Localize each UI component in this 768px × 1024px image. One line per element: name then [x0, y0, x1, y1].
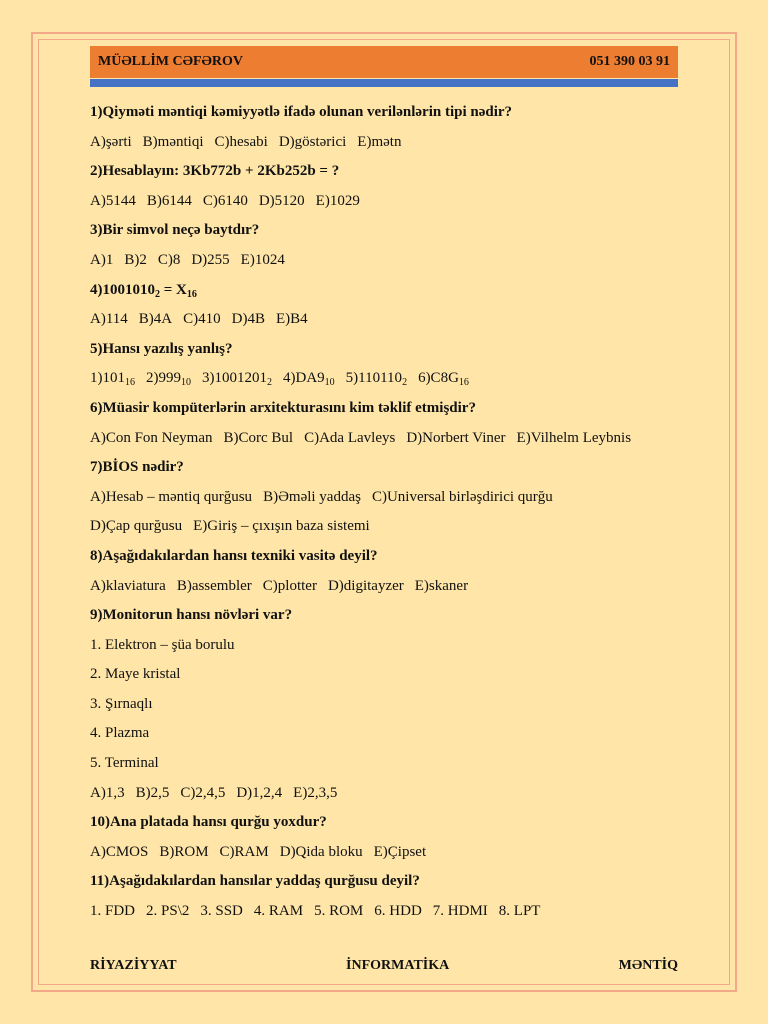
option: E)1029 — [315, 192, 360, 209]
option: D)4B — [231, 311, 265, 328]
option: E)1024 — [240, 251, 285, 268]
option — [418, 364, 469, 394]
header-stripe — [90, 79, 678, 87]
option: B)2,5 — [135, 784, 170, 801]
answer-options-5 — [90, 364, 690, 394]
option: C)8 — [157, 251, 181, 268]
footer — [90, 958, 678, 974]
option: A)Hesab – məntiq qurğusu — [90, 488, 253, 505]
option — [146, 364, 191, 394]
list-item: 2. Maye kristal — [90, 666, 181, 683]
list-item: 5. Terminal — [90, 755, 159, 772]
footer-right: MƏNTİQ — [618, 958, 678, 973]
option-text: 6)C8G — [418, 370, 459, 387]
answer-options-6 — [90, 424, 690, 454]
question-10: 10)Ana platada hansı qurğu yoxdur? — [90, 814, 327, 831]
option-text: 5)110110 — [345, 370, 403, 387]
option: C)Ada Lavleys — [304, 429, 396, 446]
option: A)şərti — [90, 133, 132, 150]
base-subscript: 10 — [324, 377, 335, 389]
answer-options-3 — [90, 246, 690, 276]
list-item: 3. Şırnaqlı — [90, 695, 153, 712]
option: D)Norbert Viner — [406, 429, 506, 446]
option — [202, 364, 272, 394]
quiz-content — [90, 98, 690, 927]
option — [346, 364, 407, 394]
question-5: 5)Hansı yazılış yanlış? — [90, 340, 233, 357]
option: 2. PS\2 — [146, 903, 190, 920]
option: C)plotter — [262, 577, 317, 594]
option-text: 4)DA9 — [283, 370, 325, 387]
option-text: 1)101 — [90, 370, 125, 387]
option: 6. HDD — [374, 903, 422, 920]
answer-options-2 — [90, 187, 690, 217]
option: D)Qida bloku — [279, 843, 363, 860]
base-subscript: 2 — [402, 377, 408, 389]
footer-left: RİYAZİYYAT — [90, 958, 177, 973]
option — [283, 364, 335, 394]
question-1: 1)Qiyməti məntiqi kəmiyyətlə ifadə olunan verilənlərin tipi nədir? — [90, 104, 513, 120]
option: 8. LPT — [498, 903, 541, 920]
option: C)RAM — [219, 843, 269, 860]
option: B)assembler — [176, 577, 252, 594]
option: E)2,3,5 — [293, 784, 338, 801]
option: A)1,3 — [90, 784, 125, 801]
question-4-text: 4)1001010 — [90, 281, 155, 298]
option: C)6140 — [202, 192, 248, 209]
base-subscript: 16 — [125, 377, 135, 389]
option: B)2 — [124, 251, 147, 268]
answer-options-1 — [90, 128, 690, 158]
option: D)1,2,4 — [236, 784, 283, 801]
option: A)114 — [90, 311, 128, 328]
option: A)CMOS — [90, 843, 149, 860]
answer-options-9 — [90, 779, 690, 809]
option: E)Vilhelm Leybnis — [516, 429, 632, 446]
option: 4. RAM — [253, 903, 304, 920]
option: 7. HDMI — [432, 903, 488, 920]
option: 3. SSD — [200, 903, 243, 920]
option: E)Giriş – çıxışın baza sistemi — [193, 518, 370, 535]
option: B)Əməli yaddaş — [263, 488, 361, 505]
option: E)Çipset — [373, 843, 427, 860]
phone-number: 051 390 03 91 — [589, 54, 670, 69]
option: A)klaviatura — [90, 577, 166, 594]
option: E)mətn — [357, 133, 402, 150]
answer-options-10 — [90, 838, 690, 868]
base-subscript: 10 — [181, 377, 191, 389]
option: D)Çap qurğusu — [90, 518, 183, 535]
option: D)5120 — [258, 192, 305, 209]
question-8: 8)Aşağıdakılardan hansı texniki vasitə deyil? — [90, 547, 378, 564]
option: D)255 — [191, 251, 230, 268]
question-7: 7)BİOS nədir? — [90, 459, 184, 476]
option: B)ROM — [159, 843, 209, 860]
question-4-text: = X — [160, 281, 187, 298]
option: 5. ROM — [314, 903, 364, 920]
option: C)410 — [183, 311, 221, 328]
option: B)4A — [138, 311, 173, 328]
option: C)2,4,5 — [180, 784, 226, 801]
option-text: 3)1001201 — [202, 370, 267, 387]
option: E)B4 — [275, 311, 308, 328]
answer-options-11 — [90, 897, 690, 927]
answer-options-7a — [90, 483, 690, 513]
option: C)hesabi — [214, 133, 268, 150]
option: A)Con Fon Neyman — [90, 429, 213, 446]
base-subscript: 2 — [155, 288, 160, 300]
option — [90, 364, 135, 394]
option: B)Corc Bul — [223, 429, 294, 446]
question-6: 6)Müasir kompüterlərin arxitekturasını kim təklif etmişdir? — [90, 399, 476, 416]
question-4 — [90, 276, 690, 306]
question-2: 2)Hesablayın: 3Kb772b + 2Kb252b = ? — [90, 163, 340, 180]
option: D)digitayzer — [327, 577, 404, 594]
option: D)göstərici — [278, 133, 347, 150]
option: B)6144 — [146, 192, 192, 209]
list-item: 1. Elektron – şüa borulu — [90, 636, 235, 653]
option: C)Universal birləşdirici qurğu — [371, 488, 553, 505]
list-item: 4. Plazma — [90, 725, 150, 742]
option: 1. FDD — [90, 903, 136, 920]
header-bar — [90, 46, 678, 78]
option: A)1 — [90, 251, 114, 268]
base-subscript: 2 — [267, 377, 272, 389]
question-11: 11)Aşağıdakılardan hansılar yaddaş qurğusu deyil? — [90, 873, 420, 890]
question-3: 3)Bir simvol neçə baytdır? — [90, 222, 260, 239]
base-subscript: 16 — [186, 288, 197, 300]
footer-center: İNFORMATİKA — [346, 958, 450, 973]
question-9: 9)Monitorun hansı növləri var? — [90, 607, 293, 624]
option-text: 2)999 — [146, 370, 181, 387]
option: A)5144 — [90, 192, 136, 209]
option: B)məntiqi — [142, 133, 204, 150]
answer-options-8 — [90, 572, 690, 602]
base-subscript: 16 — [458, 377, 469, 389]
teacher-name: MÜƏLLİM CƏFƏROV — [98, 54, 243, 69]
answer-options-4 — [90, 305, 690, 335]
option: E)skaner — [414, 577, 469, 594]
answer-options-7b — [90, 512, 690, 542]
